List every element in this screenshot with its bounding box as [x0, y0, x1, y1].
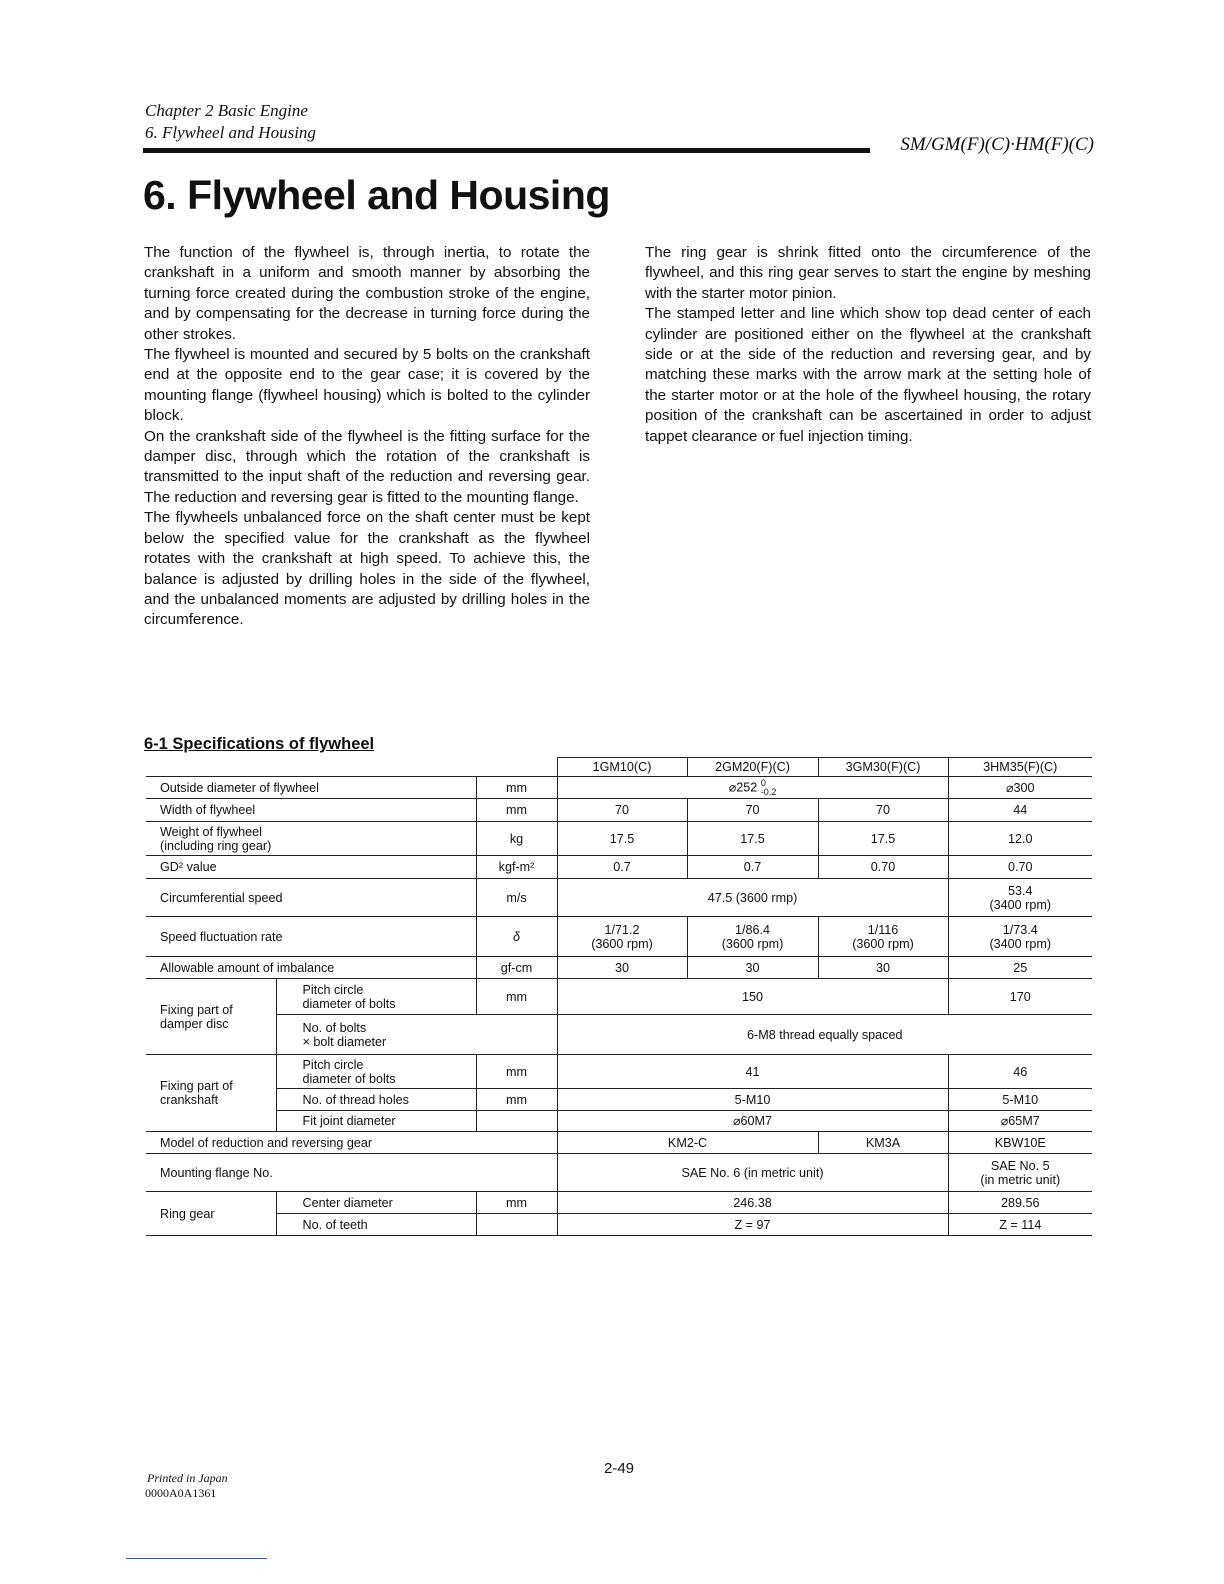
- row-unit: mm: [476, 1089, 557, 1111]
- table-row: [146, 979, 1092, 1015]
- group-label-line: Fixing part of: [160, 1002, 233, 1017]
- paragraph: The stamped letter and line which show top dead center of each cylinder are positioned either on the flywheel at the crankshaft side or at the side of the reduction and reversing gear, and by matching these marks with the arrow mark at the setting hole of the starter motor or at the hole of the flywheel housing, the rotary position of the crankshaft can be ascertained in order to adjust tappet clearance or fuel injection timing.: [645, 305, 1091, 445]
- cell-value: 150: [557, 979, 948, 1015]
- cell-value: 246.38: [557, 1192, 948, 1214]
- sub-label: No. of thread holes: [276, 1089, 476, 1111]
- sub-label-line: diameter of bolts: [302, 1071, 396, 1086]
- cell-value: 25: [948, 957, 1092, 979]
- table-row: [146, 1111, 1092, 1132]
- row-unit: kg: [476, 822, 557, 856]
- value-line: 1/71.2: [604, 922, 640, 937]
- paragraph: The ring gear is shrink fitted onto the circumference of the flywheel, and this ring gear serves to start the engine by meshing with the starter motor pinion.: [645, 244, 1091, 302]
- cell-value: ⌀65M7: [948, 1111, 1092, 1132]
- chapter-header: [145, 100, 316, 144]
- row-unit: gf-cm: [476, 957, 557, 979]
- table-row: [146, 879, 1092, 917]
- group-label: [146, 1055, 276, 1132]
- value-line: SAE No. 5: [990, 1158, 1050, 1173]
- cell-value: [948, 917, 1092, 957]
- paragraph: The flywheel is mounted and secured by 5 bolts on the crankshaft end at the opposite end to the gear case; it is covered by the mounting flange (flywheel housing) which is bolted to the cylinder block.: [144, 346, 590, 425]
- cell-value: 289.56: [948, 1192, 1092, 1214]
- sub-label: [276, 1015, 557, 1055]
- cell-value: 30: [687, 957, 818, 979]
- group-label-line: damper disc: [160, 1016, 229, 1031]
- table-row: [146, 917, 1092, 957]
- table-row: [146, 1089, 1092, 1111]
- row-unit: mm: [476, 979, 557, 1015]
- model-header: 1GM10(C): [557, 758, 687, 777]
- page-title: 6. Flywheel and Housing: [143, 172, 610, 218]
- cell-value: KM3A: [818, 1132, 948, 1154]
- tolerance-lower: -0.2: [760, 786, 777, 797]
- table-row: [146, 777, 1092, 799]
- cell-value: 70: [557, 799, 687, 822]
- table-row: [146, 1154, 1092, 1192]
- value-line: 1/116: [867, 922, 899, 937]
- model-header: 2GM20(F)(C): [687, 758, 818, 777]
- row-unit: mm: [476, 1055, 557, 1089]
- cell-value: 17.5: [557, 822, 687, 856]
- row-unit: mm: [476, 777, 557, 799]
- flywheel-spec-table: [146, 757, 1092, 1236]
- cell-value: ⌀60M7: [557, 1111, 948, 1132]
- chapter-title: Chapter 2 Basic Engine: [145, 101, 308, 120]
- paragraph: On the crankshaft side of the flywheel is the fitting surface for the damper disc, through which the rotation of the crankshaft is transmitted to the input shaft of the reduction and reversing gear. The reduction and reversing gear is fitted to the mounting flange.: [144, 427, 590, 506]
- row-unit: [476, 1214, 557, 1236]
- value-line: 1/86.4: [735, 922, 771, 937]
- cell-value: Z = 114: [948, 1214, 1092, 1236]
- cell-value: [818, 917, 948, 957]
- cell-value: 44: [948, 799, 1092, 822]
- cell-value: 47.5 (3600 rmp): [557, 879, 948, 917]
- row-unit: [476, 1111, 557, 1132]
- value-line: (3600 rpm): [721, 936, 784, 951]
- cell-value: [948, 879, 1092, 917]
- row-unit: m/s: [476, 879, 557, 917]
- cell-value: 0.7: [557, 856, 687, 879]
- row-unit: mm: [476, 799, 557, 822]
- row-label-line: Weight of flywheel: [160, 824, 262, 839]
- document-code: 0000A0A1361: [145, 1486, 217, 1500]
- row-label: Speed fluctuation rate: [146, 917, 476, 957]
- cell-value: 17.5: [687, 822, 818, 856]
- cell-value: 30: [557, 957, 687, 979]
- model-header: 3HM35(F)(C): [948, 758, 1092, 777]
- cell-value: 0.7: [687, 856, 818, 879]
- model-code: SM/GM(F)(C)·HM(F)(C): [900, 134, 1094, 155]
- value-line: (3600 rpm): [591, 936, 653, 951]
- table-row: [146, 1015, 1092, 1055]
- paragraph: The flywheels unbalanced force on the shaft center must be kept below the specified value for the crankshaft as the flywheel rotates with the crankshaft at high speed. To achieve this, the balance is adjusted by drilling holes in the side of the flywheel, and the unbalanced moments are adjusted by drilling holes in the circumference.: [144, 509, 590, 629]
- row-label: [146, 822, 476, 856]
- sub-label-line: No. of bolts: [302, 1020, 367, 1035]
- cell-value: Z = 97: [557, 1214, 948, 1236]
- cell-value: [557, 777, 948, 799]
- model-header: 3GM30(F)(C): [818, 758, 948, 777]
- cell-value: 70: [818, 799, 948, 822]
- cell-value: 0.70: [948, 856, 1092, 879]
- cell-value: ⌀300: [948, 777, 1092, 799]
- sub-label-line: diameter of bolts: [302, 996, 396, 1011]
- tolerance-upper: 0: [760, 777, 766, 788]
- table-row: [146, 1055, 1092, 1089]
- cell-value: 70: [687, 799, 818, 822]
- sub-label-line: Pitch circle: [302, 1057, 364, 1072]
- row-label: Mounting flange No.: [146, 1154, 557, 1192]
- row-label: Allowable amount of imbalance: [146, 957, 476, 979]
- row-unit: mm: [476, 1192, 557, 1214]
- cell-value: 46: [948, 1055, 1092, 1089]
- cell-value: [557, 917, 687, 957]
- table-row: [146, 1214, 1092, 1236]
- row-label: Model of reduction and reversing gear: [146, 1132, 557, 1154]
- table-header-row: [146, 758, 1092, 777]
- spec-section-title: 6-1 Specifications of flywheel: [144, 735, 375, 753]
- sub-label: [276, 979, 476, 1015]
- cell-value: 6-M8 thread equally spaced: [557, 1015, 1092, 1055]
- header-rule: [143, 148, 870, 153]
- group-label-line: Fixing part of: [160, 1079, 233, 1093]
- cell-value: 41: [557, 1055, 948, 1089]
- table-row: [146, 822, 1092, 856]
- cell-value: KM2-C: [557, 1132, 818, 1154]
- row-label: Circumferential speed: [146, 879, 476, 917]
- paragraph: The function of the flywheel is, through inertia, to rotate the crankshaft in a uniform and smooth manner by absorbing the turning force created during the combustion stroke of the engine, and by compensating for the decrease in turning force during the other strokes.: [144, 244, 590, 343]
- sub-label: [276, 1055, 476, 1089]
- value-line: (3600 rpm): [852, 936, 914, 951]
- row-label: Outside diameter of flywheel: [146, 777, 476, 799]
- cell-value: 30: [818, 957, 948, 979]
- sub-label: Fit joint diameter: [276, 1111, 476, 1132]
- cell-value: 5-M10: [948, 1089, 1092, 1111]
- row-label-line: (including ring gear): [160, 838, 272, 853]
- sub-label-line: Pitch circle: [302, 982, 364, 997]
- table-row: [146, 799, 1092, 822]
- cell-value: 12.0: [948, 822, 1092, 856]
- cell-value: KBW10E: [948, 1132, 1092, 1154]
- row-unit: kgf-m²: [476, 856, 557, 879]
- header-blank: [146, 758, 557, 777]
- table-row: [146, 957, 1092, 979]
- body-right-column: [645, 243, 1091, 447]
- cell-value: 170: [948, 979, 1092, 1015]
- table-row: [146, 1132, 1092, 1154]
- cell-value: [687, 917, 818, 957]
- cell-value: 17.5: [818, 822, 948, 856]
- sub-label-line: × bolt diameter: [302, 1034, 387, 1049]
- value-line: (3400 rpm): [989, 897, 1052, 912]
- row-unit: δ: [476, 917, 557, 957]
- sub-label: Center diameter: [276, 1192, 476, 1214]
- cell-value: [948, 1154, 1092, 1192]
- row-label: Width of flywheel: [146, 799, 476, 822]
- sub-label: No. of teeth: [276, 1214, 476, 1236]
- row-label: GD² value: [146, 856, 476, 879]
- table-row: [146, 856, 1092, 879]
- value-line: 53.4: [1008, 883, 1033, 898]
- cell-value: 0.70: [818, 856, 948, 879]
- cell-value: 5-M10: [557, 1089, 948, 1111]
- tolerance: [761, 779, 777, 797]
- group-label: [146, 979, 276, 1055]
- printed-in: Printed in Japan: [147, 1471, 228, 1485]
- value-line: (3400 rpm): [989, 936, 1052, 951]
- value-line: (in metric unit): [980, 1172, 1061, 1187]
- cell-value: SAE No. 6 (in metric unit): [557, 1154, 948, 1192]
- table-row: [146, 1192, 1092, 1214]
- section-title: 6. Flywheel and Housing: [145, 123, 316, 142]
- page-number: 2-49: [604, 1460, 635, 1477]
- value-line: 1/73.4: [1002, 922, 1038, 937]
- body-left-column: [144, 243, 590, 631]
- group-label-line: crankshaft: [160, 1093, 219, 1107]
- diameter-value: ⌀252: [728, 779, 758, 794]
- group-label: Ring gear: [146, 1192, 276, 1236]
- link-underline: [126, 1558, 267, 1559]
